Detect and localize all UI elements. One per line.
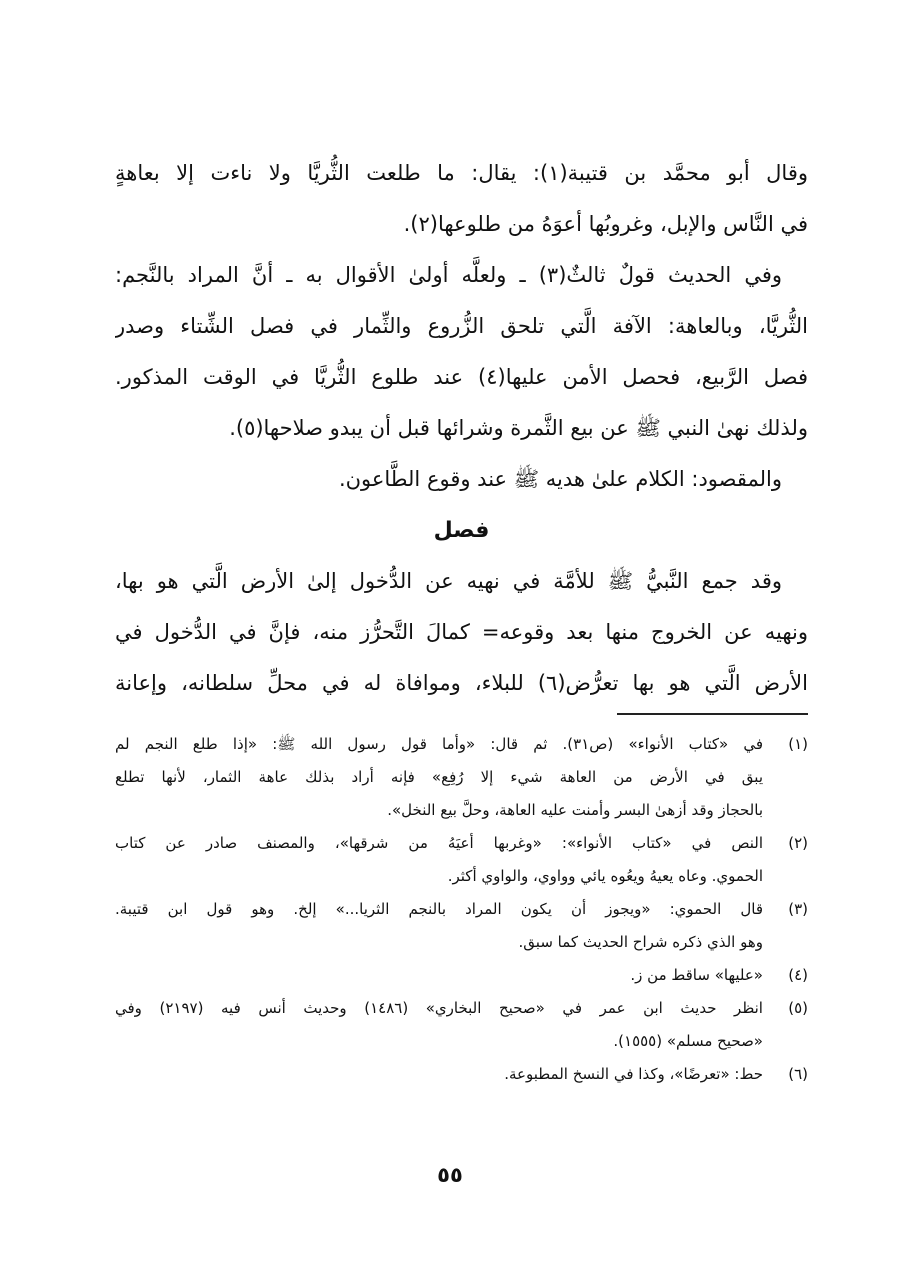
footnote-body [115, 1058, 763, 1091]
footnote-line: قال الحموي: «ويجوز أن يكون المراد بالنجم الثريا...» إلخ. وهو قول ابن قتيبة. [115, 900, 763, 918]
footnote-body [115, 992, 763, 1058]
footnote-line: انظر حديث ابن عمر في «صحيح البخاري» (١٤٨٦) وحديث أنس فيه (٢١٩٧) وفي [115, 999, 763, 1017]
footnote-body [115, 827, 763, 893]
page-number: ٥٥ [437, 1163, 463, 1187]
body-line: وفي الحديث قولٌ ثالثٌ(٣) ـ ولعلَّه أولىٰ الأقوال به ـ أنَّ المراد بالنَّجم: [115, 263, 782, 287]
footnote-separator [617, 713, 808, 715]
footnote [115, 893, 808, 959]
footnote [115, 728, 808, 827]
footnote-number: (٥) [788, 999, 808, 1017]
body-line: ولذلك نهىٰ النبي ﷺ عن بيع الثَّمرة وشرائها قبل أن يبدو صلاحها(٥). [229, 416, 808, 440]
footnote-line: في «كتاب الأنواء» (ص٣١). ثم قال: «وأما قول رسول الله ﷺ: «إذا طلع النجم لم [115, 735, 763, 753]
footnote-number: (٢) [788, 834, 808, 852]
section-heading: فصل [433, 518, 490, 543]
footnote-line: وهو الذي ذكره شراح الحديث كما سبق. [518, 933, 763, 951]
footnotes [115, 728, 808, 1091]
body-line: والمقصود: الكلام علىٰ هديه ﷺ عند وقوع الطَّاعون. [338, 467, 782, 491]
footnote-number: (٣) [788, 900, 808, 918]
body-line: الثُّريَّا، وبالعاهة: الآفة الَّتي تلحق الزُّروع والثِّمار في فصل الشِّتاء وصدر [115, 314, 808, 338]
footnote [115, 827, 808, 893]
footnote-number: (٤) [788, 966, 808, 984]
footnote-number: (٦) [788, 1065, 808, 1083]
footnote-body [115, 959, 763, 992]
footnote-number: (١) [788, 735, 808, 753]
body-line: الأرض الَّتي هو بها تعرُّض(٦) للبلاء، وموافاة له في محلِّ سلطانه، وإعانة [115, 671, 808, 695]
footnote-body [115, 893, 763, 959]
footnote-line: يبق في الأرض من العاهة شيء إلا رُفِع» فإنه أراد بذلك عاهة الثمار، لأنها تطلع [115, 768, 763, 786]
footnote-line: بالحجاز وقد أزهىٰ البسر وأمنت عليه العاهة، وحلَّ بيع النخل». [387, 801, 763, 819]
body-line: فصل الرَّبيع، فحصل الأمن عليها(٤) عند طلوع الثُّريَّا في الوقت المذكور. [115, 365, 808, 389]
footnote-line: الحموي. وعاه يعيهُ ويعُوه يائي وواوي، والواوي أكثر. [447, 867, 763, 885]
body-line: وقد جمع النَّبيُّ ﷺ للأمَّة في نهيه عن الدُّخول إلىٰ الأرض الَّتي هو بها، [115, 569, 782, 593]
footnote-line: «عليها» ساقط من ز. [630, 966, 763, 984]
footnote-line: «صحيح مسلم» (١٥٥٥). [613, 1032, 763, 1050]
footnote [115, 992, 808, 1058]
main-text [115, 148, 808, 709]
body-line: في النَّاس والإبل، وغروبُها أعوَهُ من طلوعها(٢). [403, 212, 808, 236]
body-line: ونهيه عن الخروج منها بعد وقوعه= كمالَ التَّحرُّز منه، فإنَّ في الدُّخول في [115, 620, 808, 644]
footnote-line: حط: «تعرضًا»، وكذا في النسخ المطبوعة. [504, 1065, 763, 1083]
body-line: وقال أبو محمَّد بن قتيبة(١): يقال: ما طلعت الثُّريَّا ولا ناءت إلا بعاهةٍ [115, 161, 808, 185]
footnote [115, 959, 808, 992]
footnote-line: النص في «كتاب الأنواء»: «وغربها أعيَهُ من شرقها»، والمصنف صادر عن كتاب [115, 834, 763, 852]
footnote [115, 1058, 808, 1091]
footnote-body [115, 728, 763, 827]
